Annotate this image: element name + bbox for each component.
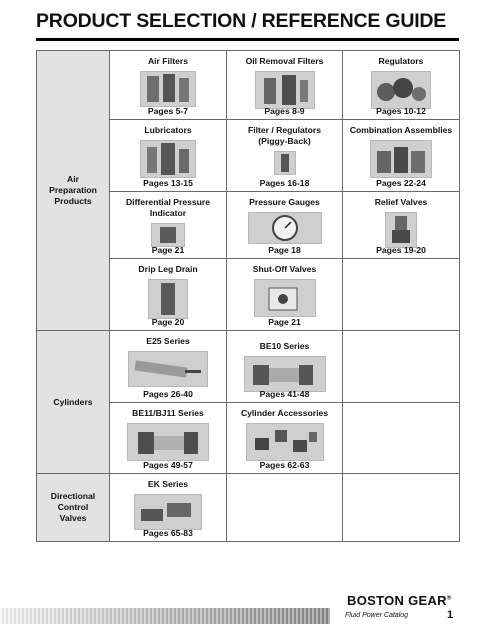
product-cell-pressure-gauges <box>227 192 343 259</box>
product-cell-combination-assemblies <box>343 120 460 192</box>
product-name: Combination Assemblies <box>349 125 453 135</box>
table-row <box>37 474 460 542</box>
product-cell-differential-pressure-indicator <box>110 192 227 259</box>
be11-bj11-series-photo <box>127 423 209 461</box>
product-pages: Pages 22-24 <box>376 178 426 188</box>
product-pages: Page 18 <box>268 245 301 255</box>
empty-cell <box>227 474 343 542</box>
product-pages: Pages 62-63 <box>259 460 310 470</box>
product-cell-shut-off-valves <box>227 259 343 331</box>
product-name: Relief Valves <box>374 197 428 207</box>
product-pages: Page 21 <box>268 317 301 327</box>
category-label: Directional Control Valves <box>50 491 96 523</box>
be10-series-photo <box>244 356 326 392</box>
product-name: Oil Removal Filters <box>245 56 324 66</box>
category-air-preparation <box>37 51 110 331</box>
pressure-gauges-photo <box>248 212 322 244</box>
product-cell-be10-series <box>227 331 343 403</box>
page-title: PRODUCT SELECTION / REFERENCE GUIDE <box>36 10 447 32</box>
product-cell-cylinder-accessories <box>227 403 343 474</box>
title-rule <box>36 38 459 41</box>
page-number: 1 <box>447 609 454 621</box>
empty-cell <box>343 403 460 474</box>
differential-pressure-indicator-photo <box>151 223 185 247</box>
regulators-photo <box>371 71 431 109</box>
product-pages: Pages 13-15 <box>143 178 193 188</box>
table-row <box>37 331 460 403</box>
product-pages: Pages 19-20 <box>376 245 426 255</box>
product-name: Differential Pressure Indicator <box>125 197 211 218</box>
product-pages: Pages 41-48 <box>259 389 310 399</box>
product-name: EK Series <box>147 479 189 489</box>
product-pages: Pages 16-18 <box>259 178 310 188</box>
brand-name: BOSTON GEAR <box>347 593 447 608</box>
footer-gradient-bar <box>0 608 330 624</box>
empty-cell <box>343 259 460 331</box>
product-cell-ek-series <box>110 474 227 542</box>
product-pages: Pages 65-83 <box>143 528 193 538</box>
category-label: Cylinders <box>53 396 93 407</box>
product-name: BE11/BJ11 Series <box>132 408 204 418</box>
product-pages: Pages 49-57 <box>143 460 193 470</box>
product-cell-regulators <box>343 51 460 120</box>
product-pages: Pages 8-9 <box>264 106 305 116</box>
product-cell-be11-bj11-series <box>110 403 227 474</box>
relief-valves-photo <box>385 212 417 248</box>
filter-regulators-photo <box>274 151 296 175</box>
product-name: Regulators <box>378 56 424 66</box>
registered-mark: ® <box>446 595 452 602</box>
category-label: Air Preparation Products <box>49 174 97 206</box>
product-cell-oil-removal-filters <box>227 51 343 120</box>
empty-cell <box>343 331 460 403</box>
product-cell-air-filters <box>110 51 227 120</box>
product-name: Pressure Gauges <box>249 197 320 207</box>
product-name: Drip Leg Drain <box>138 264 198 274</box>
product-name: Filter / Regulators (Piggy-Back) <box>247 125 322 146</box>
product-name: Shut-Off Valves <box>252 264 317 274</box>
e25-series-photo <box>128 351 208 387</box>
product-cell-filter-regulators <box>227 120 343 192</box>
product-name: E25 Series <box>146 336 190 346</box>
empty-cell <box>343 474 460 542</box>
product-pages: Pages 5-7 <box>147 106 189 116</box>
product-pages: Page 20 <box>151 317 185 327</box>
product-name: Air Filters <box>147 56 189 66</box>
air-filters-photo <box>140 71 196 107</box>
product-cell-e25-series <box>110 331 227 403</box>
brand-logo <box>347 593 452 608</box>
category-cylinders <box>37 331 110 474</box>
cylinder-accessories-photo <box>246 423 324 461</box>
product-pages: Page 21 <box>151 245 185 255</box>
shut-off-valves-photo <box>254 279 316 317</box>
ek-series-photo <box>134 494 202 530</box>
drip-leg-drain-photo <box>148 279 188 319</box>
product-name: BE10 Series <box>259 341 310 351</box>
table-row <box>37 51 460 120</box>
category-directional-control-valves <box>37 474 110 542</box>
lubricators-photo <box>140 140 196 178</box>
product-cell-drip-leg-drain <box>110 259 227 331</box>
product-cell-relief-valves <box>343 192 460 259</box>
oil-removal-filters-photo <box>255 71 315 109</box>
product-pages: Pages 10-12 <box>376 106 426 116</box>
product-selection-table <box>36 50 460 542</box>
product-name: Lubricators <box>144 125 192 135</box>
product-name: Cylinder Accessories <box>240 408 329 418</box>
product-cell-lubricators <box>110 120 227 192</box>
combination-assemblies-photo <box>370 140 432 178</box>
catalog-name: Fluid Power Catalog <box>345 612 409 619</box>
product-pages: Pages 26-40 <box>143 389 193 399</box>
